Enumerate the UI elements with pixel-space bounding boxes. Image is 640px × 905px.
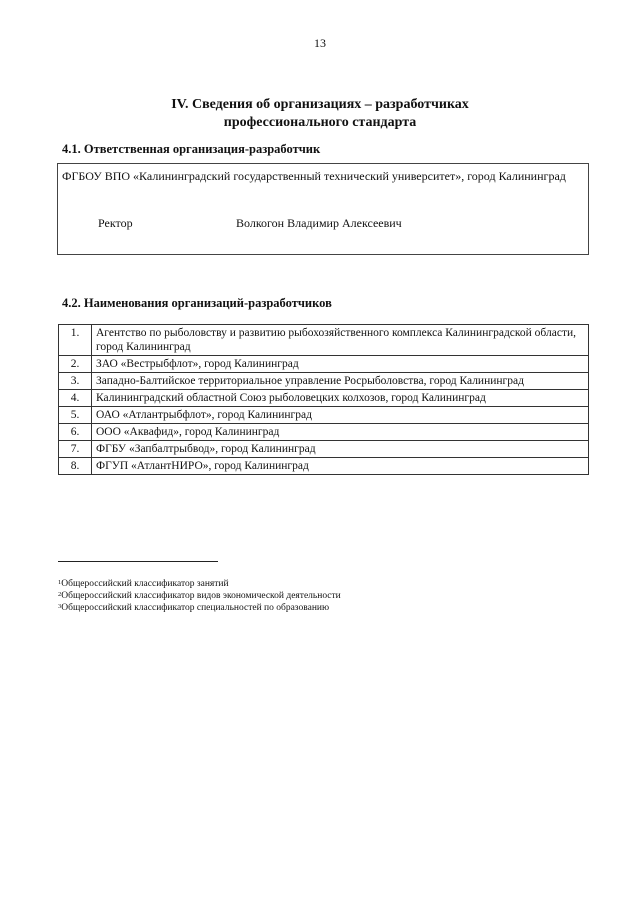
- footnote-text: Общероссийский классификатор занятий: [61, 579, 229, 589]
- footnote-separator: [58, 561, 218, 562]
- page-number: 13: [314, 36, 326, 50]
- footnote-1: [58, 578, 341, 590]
- table-row: [59, 424, 589, 441]
- org-name: ОАО «Атлантрыбфлот», город Калининград: [92, 407, 589, 424]
- footnote-text: Общероссийский классификатор специальностей по образованию: [61, 603, 330, 613]
- row-number: 4.: [59, 390, 92, 407]
- table-row: [59, 356, 589, 373]
- org-name: ФГБУ «Запбалтрыбвод», город Калининград: [92, 441, 589, 458]
- footnote-text: Общероссийский классификатор видов экономической деятельности: [61, 591, 341, 601]
- org-name: Агентство по рыболовству и развитию рыбохозяйственного комплекса Калининградской области, город Калининград: [92, 325, 589, 356]
- footnote-3: [58, 602, 341, 614]
- org-name: ЗАО «Вестрыбфлот», город Калининград: [92, 356, 589, 373]
- developer-orgs-heading: 4.2. Наименования организаций-разработчиков: [62, 296, 332, 310]
- footnote-marker: 3: [58, 603, 62, 610]
- section-title-line-1: IV. Сведения об организациях – разработчиках: [171, 97, 469, 112]
- row-number: 6.: [59, 424, 92, 441]
- row-number: 8.: [59, 458, 92, 475]
- table-row: [59, 390, 589, 407]
- footnotes: [58, 578, 341, 614]
- developer-orgs-table: [58, 324, 589, 475]
- signatory-role: Ректор: [98, 216, 133, 230]
- row-number: 7.: [59, 441, 92, 458]
- table-row: [59, 441, 589, 458]
- footnote-marker: 2: [58, 591, 62, 598]
- row-number: 2.: [59, 356, 92, 373]
- org-name: ФГУП «АтлантНИРО», город Калининград: [92, 458, 589, 475]
- table-row: [59, 407, 589, 424]
- footnote-2: [58, 590, 341, 602]
- section-title: [60, 96, 580, 132]
- signatory-name: Волкогон Владимир Алексеевич: [236, 216, 402, 230]
- table-row: [59, 373, 589, 390]
- responsible-org-heading: 4.1. Ответственная организация-разработчик: [62, 142, 321, 156]
- responsible-org-box: [57, 163, 589, 255]
- row-number: 5.: [59, 407, 92, 424]
- row-number: 1.: [59, 325, 92, 356]
- section-title-line-2: профессионального стандарта: [223, 115, 417, 130]
- footnote-marker: 1: [58, 579, 62, 586]
- table-row: [59, 325, 589, 356]
- org-name: ООО «Аквафид», город Калининград: [92, 424, 589, 441]
- responsible-org-name: ФГБОУ ВПО «Калининградский государственный технический университет», город Калининград: [62, 169, 566, 183]
- org-name: Калининградский областной Союз рыболовецких колхозов, город Калининград: [92, 390, 589, 407]
- row-number: 3.: [59, 373, 92, 390]
- org-name: Западно-Балтийское территориальное управление Росрыболовства, город Калининград: [92, 373, 589, 390]
- table-row: [59, 458, 589, 475]
